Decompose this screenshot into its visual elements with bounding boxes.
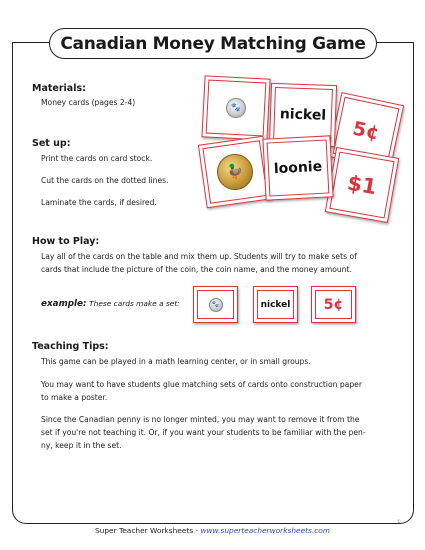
- illustration-amount-5c: 5¢: [350, 117, 382, 145]
- page-title-text: Canadian Money Matching Game: [60, 33, 366, 54]
- example-label: example:: [41, 299, 87, 309]
- example-word: nickel: [260, 299, 291, 310]
- example-card-amount: [311, 286, 356, 323]
- loonie-coin-icon: 🦆: [215, 152, 256, 193]
- example-card-word: [253, 286, 298, 323]
- illustration-card-coin: [201, 75, 270, 140]
- footer: [0, 526, 425, 535]
- teaching-tip-line: This game can be played in a math learning center, or in small groups.: [41, 357, 311, 366]
- teaching-tip-line: to make a poster.: [41, 393, 108, 402]
- example-text: These cards make a set:: [89, 299, 180, 308]
- teaching-tips-heading: Teaching Tips:: [32, 341, 109, 352]
- setup-step: Cut the cards on the dotted lines.: [41, 176, 169, 185]
- how-to-play-heading: How to Play:: [32, 236, 100, 247]
- how-to-play-line: Lay all of the cards on the table and mix them up. Students will try to make sets of: [41, 252, 357, 261]
- example-card-coin: [193, 286, 238, 323]
- setup-step: Laminate the cards, if desired.: [41, 198, 157, 207]
- setup-heading: Set up:: [32, 138, 71, 149]
- page-title: [49, 28, 377, 59]
- setup-step: Print the cards on card stock.: [41, 154, 153, 163]
- illustration-word-nickel: nickel: [279, 106, 327, 124]
- footer-link[interactable]: www.superteacherworksheets.com: [200, 526, 330, 535]
- how-to-play-line: cards that include the picture of the coin, the coin name, and the money amount.: [41, 265, 352, 274]
- teaching-tip-line: Since the Canadian penny is no longer minted, you may want to remove it from the: [41, 415, 360, 424]
- nickel-coin-icon: 🐾: [209, 298, 223, 312]
- materials-heading: Materials:: [32, 83, 86, 94]
- teaching-tip-line: ny, keep it in the set.: [41, 441, 122, 450]
- illustration-card-word: [262, 135, 333, 200]
- teaching-tip-line: set if you're not teaching it. Or, if you want your students to be familiar with the pen-: [41, 428, 366, 437]
- example-amount: 5¢: [323, 296, 344, 313]
- illustration-card-coin: [198, 136, 272, 209]
- materials-text: Money cards (pages 2-4): [41, 98, 136, 107]
- page-mark: ©: [397, 519, 401, 524]
- teaching-tip-line: You may want to have students glue matching sets of cards onto construction paper: [41, 380, 362, 389]
- nickel-coin-icon: 🐾: [225, 97, 246, 118]
- footer-brand: Super Teacher Worksheets -: [94, 526, 201, 535]
- illustration-word-loonie: loonie: [273, 158, 323, 178]
- illustration-card-amount: [325, 147, 399, 223]
- illustration-amount-1-dollar: $1: [345, 170, 379, 200]
- example-caption: [41, 298, 180, 309]
